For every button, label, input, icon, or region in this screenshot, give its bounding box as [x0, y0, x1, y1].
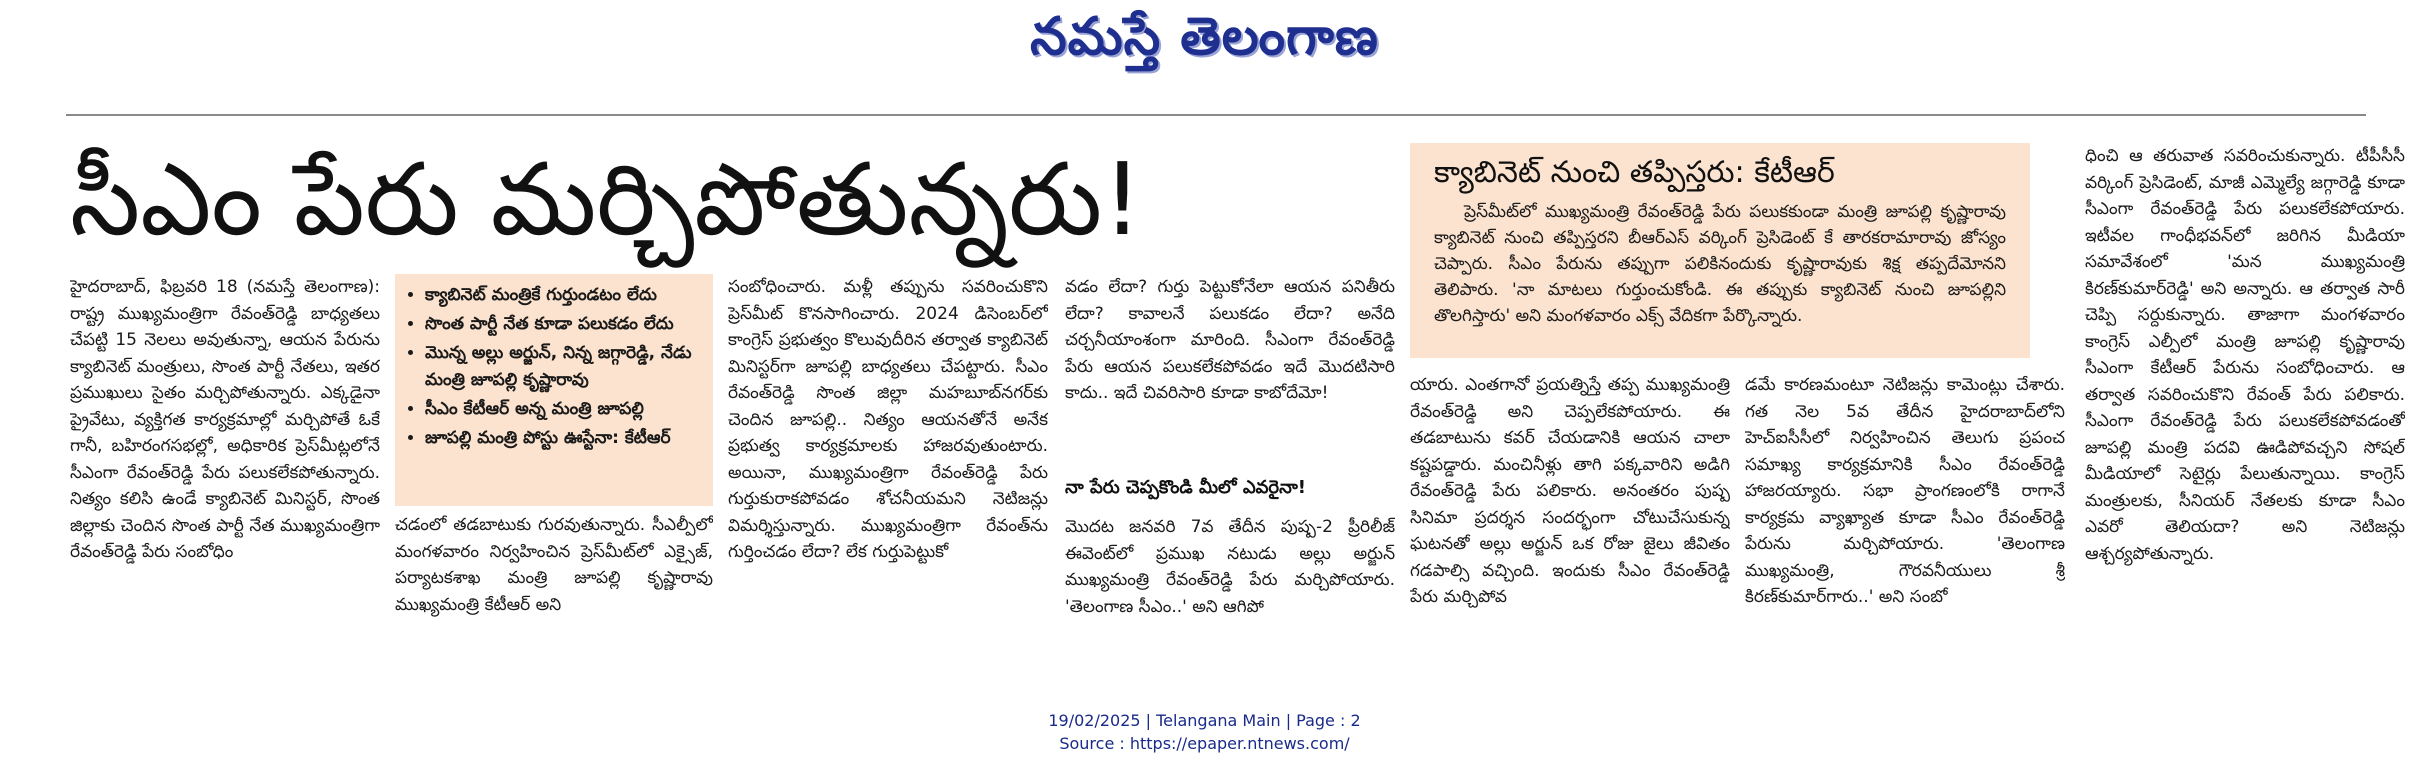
page-footer-date: 19/02/2025 | Telangana Main | Page : 2 [1048, 711, 1361, 730]
masthead-divider [66, 114, 2366, 116]
article-column-3: సంబోధించారు. మళ్లీ తప్పును సవరించుకొని ప్రెస్‌మీట్ కొనసాగించారు. 2024 డిసెంబర్‌లో కాంగ్రెస్ ప్రభుత్వం కొలువుదీరిన తర్వాత క్యాబినెట్ మినిస్టర్‌గా జూపల్లి బాధ్యతలు చేపట్టారు. సీఎం రేవంత్‌రెడ్డి సొంత జిల్లా మహబూబ్‌నగర్‌కు చెందిన జూపల్లి.. నిత్యం ఆయనతోనే అనేక ప్రభుత్వ కార్యక్రమాలకు హాజరవుతుంటారు. అయినా, ముఖ్యమంత్రిగా రేవంత్‌రెడ్డి పేరు గుర్తుకురాకపోవడం శోచనీయమని నెటిజన్లు విమర్శిస్తున్నారు. ముఖ్యమంత్రిగా రేవంత్‌ను గుర్తించడం లేదా? లేక గుర్తుపెట్టుకో [728, 277, 1048, 562]
article-highlights-box [395, 274, 713, 506]
article-column-2: చడంలో తడబాటుకు గురవుతున్నారు. సీఎల్పీలో మంగళవారం నిర్వహించిన ప్రెస్‌మీట్‌లో ఎక్సైజ్, పర్యాటకశాఖ మంత్రి జూపల్లి కృష్ణారావు ముఖ్యమంత్రి కేటీఆర్ అని [395, 515, 713, 615]
highlight-item: • సొంత పార్టీ నేత కూడా పలుకడం లేదు [425, 311, 703, 338]
sidebar-box-body: ప్రెస్‌మీట్‌లో ముఖ్యమంత్రి రేవంత్‌రెడ్డి పేరు పలుకకుండా మంత్రి జూపల్లి కృష్ణారావు క్యాబినెట్ నుంచి తప్పిస్తరని బీఆర్ఎస్ వర్కింగ్ ప్రెసిడెంట్ కే తారకరామారావు జోస్యం చెప్పారు. సీఎం పేరును తప్పుగా పలికినందుకు కృష్ణారావుకు శిక్ష తప్పదేమోనని తెలిపారు. 'నా మాటలు గుర్తుంచుకోండి. ఈ తప్పుకు క్యాబినెట్ నుంచి జూపల్లిని తొలగిస్తారు' అని మంగళవారం ఎక్స్ వేదికగా పేర్కొన్నారు. [1434, 202, 2006, 326]
highlight-item: • జూపల్లి మంత్రి పోస్టు ఊస్టేనా: కేటీఆర్ [425, 425, 703, 452]
sidebar-box-title: క్యాబినెట్ నుంచి తప్పిస్తరు: కేటీఆర్ [1434, 155, 1835, 190]
page-footer-source: Source : https://epaper.ntnews.com/ [1059, 734, 1350, 753]
article-headline: సీఎం పేరు మర్చిపోతున్నరు! [70, 141, 1143, 258]
article-column-4-top: వడం లేదా? గుర్తు పెట్టుకోనేలా ఆయన పనితీరు లేదా? కావాలనే పలుకడం లేదా? అనేది చర్చనీయాంశంగా మారింది. సీఎంగా రేవంత్‌రెడ్డి పేరు ఆయన పలుకలేకపోవడం ఇదే మొదటిసారి కాదు.. ఇదే చివరిసారి కూడా కాబోదేమో! [1065, 277, 1395, 403]
highlight-item: • సీఎం కేటీఆర్ అన్న మంత్రి జూపల్లి [425, 396, 703, 423]
article-subheading: నా పేరు చెప్పకొండి మీలో ఎవరైనా! [1065, 477, 1306, 498]
highlight-item: • మొన్న అల్లు అర్జున్, నిన్న జగ్గారెడ్డి, నేడు మంత్రి జూపల్లి కృష్ణారావు [425, 340, 703, 394]
highlight-item: • క్యాబినెట్ మంత్రికే గుర్తుండటం లేదు [425, 282, 703, 309]
article-column-1: హైదరాబాద్, ఫిబ్రవరి 18 (నమస్తే తెలంగాణ): రాష్ట్ర ముఖ్యమంత్రిగా రేవంత్‌రెడ్డి బాధ్యతలు చేపట్టి 15 నెలలు అవుతున్నా, ఆయన పేరును క్యాబినెట్ మంత్రులు, సొంత పార్టీ నేతలు, ఇతర ప్రముఖులు సైతం మర్చిపోతున్నారు. ఎక్కడైనా ప్రైవేటు, వ్యక్తిగత కార్యక్రమాల్లో మర్చిపోతే ఓకే గానీ, బహిరంగసభల్లో, అధికారిక ప్రెస్‌మీట్లలోనే సీఎంగా రేవంత్‌రెడ్డి పేరు పలుకలేకపోతున్నారు. నిత్యం కలిసి ఉండే క్యాబినెట్ మినిస్టర్, సొంత జిల్లాకు చెందిన సొంత పార్టీ నేత ముఖ్యమంత్రిగా రేవంత్‌రెడ్డి పేరు సంబోధిం [70, 277, 380, 562]
article-column-4-bottom: మొదట జనవరి 7వ తేదీన పుష్ప-2 ప్రీరిలీజ్ ఈవెంట్‌లో ప్రముఖ నటుడు అల్లు అర్జున్ ముఖ్యమంత్రి రేవంత్‌రెడ్డి పేరు మర్చిపోయారు. 'తెలంగాణ సీఎం..' అని ఆగిపో [1065, 517, 1395, 617]
article-column-6: డమే కారణమంటూ నెటిజన్లు కామెంట్లు చేశారు. గత నెల 5వ తేదీన హైదరాబాద్‌లోని హెచ్ఐసీసీలో నిర్వహించిన తెలుగు ప్రపంచ సమాఖ్య కార్యక్రమానికి సీఎం రేవంత్‌రెడ్డి హాజరయ్యారు. సభా ప్రాంగణంలోకి రాగానే కార్యక్రమ వ్యాఖ్యాత కూడా సీఎం రేవంత్‌రెడ్డి పేరును మర్చిపోయారు. 'తెలంగాణ ముఖ్యమంత్రి, గౌరవనీయులు శ్రీ కిరణ్‌కుమార్‌గారు..' అని సంబో [1745, 375, 2065, 607]
article-column-7: ధించి ఆ తరువాత సవరించుకున్నారు. టీపీసీసీ వర్కింగ్ ప్రెసిడెంట్, మాజీ ఎమ్మెల్యే జగ్గారెడ్డి కూడా సీఎంగా రేవంత్‌రెడ్డి పేరు పలుకలేకపోయారు. ఇటీవల గాంధీభవన్‌లో జరిగిన మీడియా సమావేశంలో 'మన ముఖ్యమంత్రి కిరణ్‌కుమార్‌రెడ్డి' అని అన్నారు. ఆ తర్వాత సారీ చెప్పి సర్దుకున్నారు. తాజాగా మంగళవారం కాంగ్రెస్ ఎల్పీలో మంత్రి జూపల్లి కృష్ణారావు సీఎంగా కేటీఆర్ పేరును సంబోధించారు. ఆ తర్వాత సవరించుకొని రేవంత్ పేరు పలికారు. సీఎంగా రేవంత్‌రెడ్డి పేరు పలుకలేకపోవడంతో జూపల్లి మంత్రి పదవి ఊడిపోవచ్చని సోషల్ మీడియాలో సెటైర్లు పేలుతున్నాయి. కాంగ్రెస్ మంత్రులకు, సీనియర్ నేతలకు కూడా సీఎం ఎవరో తెలియదా? అని నెటిజన్లు ఆశ్చర్యపోతున్నారు. [2085, 146, 2405, 564]
ktr-sidebar-box [1410, 143, 2030, 358]
article-column-5: యారు. ఎంతగానో ప్రయత్నిస్తే తప్ప ముఖ్యమంత్రి రేవంత్‌రెడ్డి అని చెప్పలేకపోయారు. ఈ తడబాటును కవర్ చేయడానికి ఆయన చాలా కష్టపడ్డారు. మంచినీళ్లు తాగి పక్కవారిని అడిగి రేవంత్‌రెడ్డి పేరు పలికారు. అనంతరం పుష్ప సినిమా ప్రదర్శన సందర్భంగా చోటుచేసుకున్న ఘటనతో అల్లు అర్జున్ ఒక రోజు జైలు జీవితం గడపాల్సి వచ్చింది. ఇందుకు సీఎం రేవంత్‌రెడ్డి పేరు మర్చిపోవ [1410, 375, 1730, 607]
newspaper-masthead: నమస్తే తెలంగాణ [1030, 6, 1379, 67]
